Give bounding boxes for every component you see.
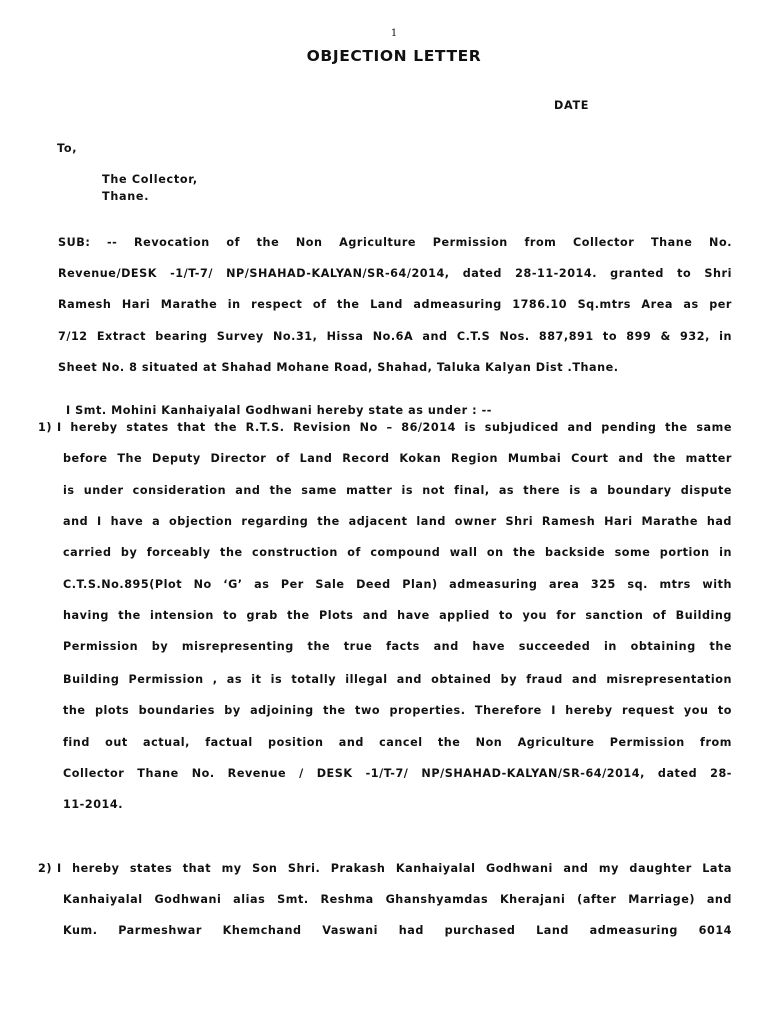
point-1-line: Building Permission , as it is totally illegal and obtained by fraud and misrepresentation	[63, 673, 732, 686]
addressee-line-1: The Collector,	[102, 173, 198, 186]
point-1-line: carried by forceably the construction of compound wall on the backside some portion in	[63, 546, 732, 559]
point-1-line: the plots boundaries by adjoining the two properties. Therefore I hereby request you to	[63, 704, 732, 717]
point-2-line: Kum. Parmeshwar Khemchand Vaswani had purchased Land admeasuring 6014	[63, 924, 732, 937]
point-2-line: I hereby states that my Son Shri. Prakash Kanhaiyalal Godhwani and my daughter Lata	[57, 862, 732, 875]
salutation: To,	[57, 142, 78, 155]
point-1-line: Collector Thane No. Revenue / DESK -1/T-7/ NP/SHAHAD-KALYAN/SR-64/2014, dated 28-	[63, 767, 732, 780]
point-1-line: C.T.S.No.895(Plot No ‘G’ as Per Sale Deed Plan) admeasuring area 325 sq. mtrs with	[63, 578, 732, 591]
point-1-line: is under consideration and the same matter is not final, as there is a boundary dispute	[63, 484, 732, 497]
subject-line: Ramesh Hari Marathe in respect of the Land admeasuring 1786.10 Sq.mtrs Area as per	[58, 298, 732, 311]
subject-line: 7/12 Extract bearing Survey No.31, Hissa No.6A and C.T.S Nos. 887,891 to 899 & 932, in	[58, 330, 732, 343]
point-1-line: before The Deputy Director of Land Record Kokan Region Mumbai Court and the matter	[63, 452, 732, 465]
subject-line: SUB: -- Revocation of the Non Agriculture Permission from Collector Thane No.	[58, 236, 732, 249]
date-label: DATE	[554, 99, 590, 112]
point-1-line: find out actual, factual position and cancel the Non Agriculture Permission from	[63, 736, 732, 749]
point-1-line: and I have a objection regarding the adjacent land owner Shri Ramesh Hari Marathe had	[63, 515, 732, 528]
point-2-number: 2)	[38, 862, 52, 875]
intro-statement: I Smt. Mohini Kanhaiyalal Godhwani hereby state as under : --	[66, 404, 492, 417]
subject-line: Revenue/DESK -1/T-7/ NP/SHAHAD-KALYAN/SR-64/2014, dated 28-11-2014. granted to Shri	[58, 267, 732, 280]
addressee-line-2: Thane.	[102, 190, 150, 203]
point-1-number: 1)	[38, 421, 52, 434]
point-2-line: Kanhaiyalal Godhwani alias Smt. Reshma Ghanshyamdas Kherajani (after Marriage) and	[63, 893, 732, 906]
subject-line: Sheet No. 8 situated at Shahad Mohane Road, Shahad, Taluka Kalyan Dist .Thane.	[58, 361, 619, 374]
point-1-line: having the intension to grab the Plots and have applied to you for sanction of Building	[63, 609, 732, 622]
document-title: OBJECTION LETTER	[306, 47, 482, 65]
point-1-line: Permission by misrepresenting the true facts and have succeeded in obtaining the	[63, 640, 732, 653]
page-number: 1	[390, 28, 398, 39]
point-1-line: I hereby states that the R.T.S. Revision No – 86/2014 is subjudiced and pending the same	[57, 421, 732, 434]
point-1-line: 11-2014.	[63, 798, 123, 811]
